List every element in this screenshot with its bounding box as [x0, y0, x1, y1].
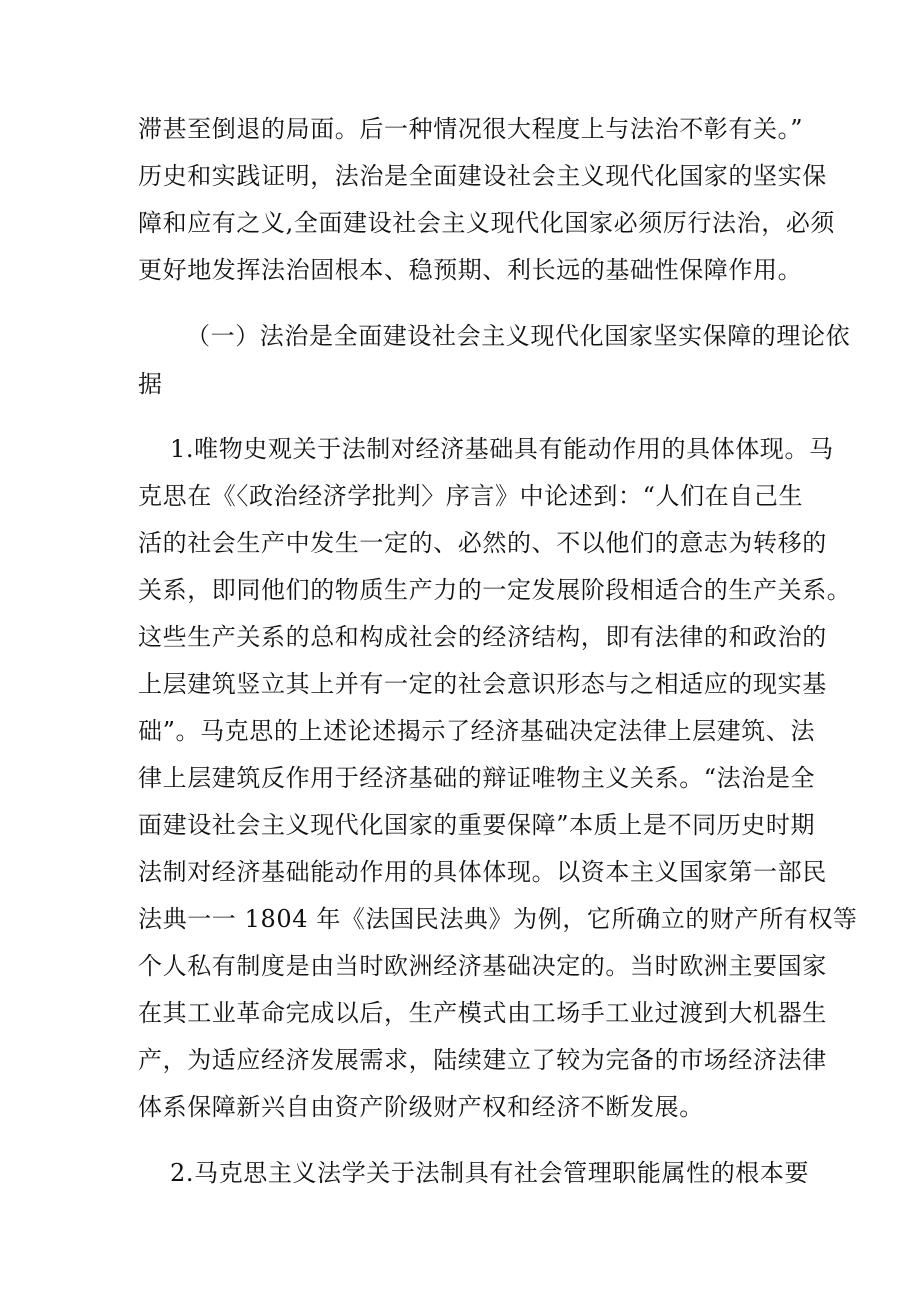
text-line: 更好地发挥法治固根本、稳预期、利长远的基础性保障作用。 [138, 256, 803, 284]
text-line: 2.马克思主义法学关于法制具有社会管理职能属性的根本要 [170, 1159, 810, 1187]
text-line: 产，为适应经济发展需求，陆续建立了较为完备的市场经济法律 [138, 1046, 827, 1074]
text-line: 历史和实践证明，法治是全面建设社会主义现代化国家的坚实保 [138, 162, 827, 190]
text-line: 律上层建筑反作用于经济基础的辩证唯物主义关系。“法治是全 [138, 764, 816, 792]
text-line: 这些生产关系的总和构成社会的经济结构，即有法律的和政治的 [138, 623, 827, 651]
text-line: 1.唯物史观关于法制对经济基础具有能动作用的具体体现。马 [170, 435, 834, 463]
text-line: 础”。马克思的上述论述揭示了经济基础决定法律上层建筑、法 [138, 717, 816, 745]
text-line: （一）法治是全面建设社会主义现代化国家坚实保障的理论依 [186, 322, 851, 350]
text-line: 上层建筑竖立其上并有一定的社会意识形态与之相适应的现实基 [138, 670, 827, 698]
text-line: 关系，即同他们的物质生产力的一定发展阶段相适合的生产关系。 [138, 576, 852, 604]
text-line: 障和应有之义,全面建设社会主义现代化国家必须厉行法治，必须 [138, 209, 836, 237]
text-line: 据 [138, 370, 163, 398]
text-line: 克思在《〈政治经济学批判〉序言》中论述到：“人们在自己生 [138, 482, 804, 510]
text-line: 体系保障新兴自由资产阶级财产权和经济不断发展。 [138, 1093, 704, 1121]
text-line: 在其工业革命完成以后，生产模式由工场手工业过渡到大机器生 [138, 999, 827, 1027]
text-line: 活的社会生产中发生一定的、必然的、不以他们的意志为转移的 [138, 529, 827, 557]
text-line: 面建设社会主义现代化国家的重要保障”本质上是不同历史时期 [138, 811, 816, 839]
text-line: 法典一一 1804 年《法国民法典》为例，它所确立的财产所有权等 [138, 905, 858, 933]
text-line: 个人私有制度是由当时欧洲经济基础决定的。当时欧洲主要国家 [138, 952, 827, 980]
text-line: 法制对经济基础能动作用的具体体现。以资本主义国家第一部民 [138, 858, 827, 886]
text-line: 滞甚至倒退的局面。后一种情况很大程度上与法治不彰有关。” [138, 115, 804, 143]
